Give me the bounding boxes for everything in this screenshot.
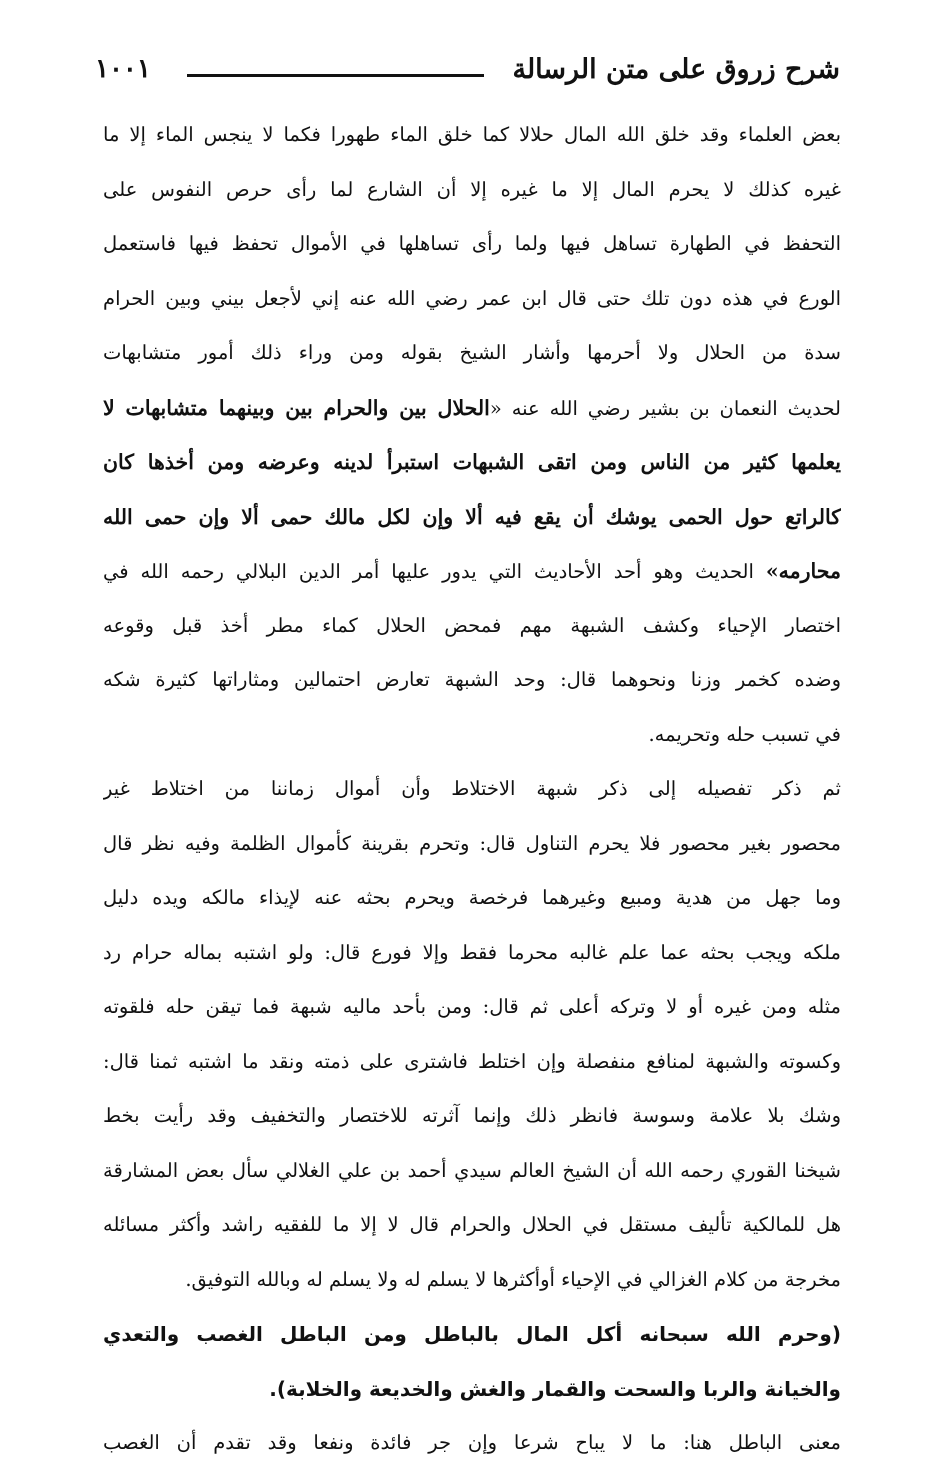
text-line: في تسبب حله وتحريمه. [648,722,841,746]
hadith-quote-line: يعلمها كثير من الناس ومن اتقى الشبهات استبرأ لدينه وعرضه ومن أخذها كان [103,450,841,474]
matn-text-line: والخيانة والربا والسحت والقمار والغش والخديعة والخلابة). [269,1376,841,1401]
text-line: مثله ومن غيره أو لا وتركه أعلى ثم قال: ومن بأحد ماليه شبهة فما تيقن حله فلقوته [103,995,841,1018]
matn-text-line: (وحرم الله سبحانه أكل المال بالباطل ومن الباطل الغصب والتعدي [103,1322,841,1346]
hadith-intro: لحديث النعمان بن بشير رضي الله عنه « [489,396,841,420]
body-text [103,108,841,1471]
text-line: معنى الباطل هنا: ما لا يباح شرعا وإن جر فائدة ونفعا وقد تقدم أن الغصب [103,1431,841,1454]
hadith-commentary: الحديث وهو أحد الأحاديث التي يدور عليها أمر الدين البلالي رحمه الله في [103,560,766,583]
text-line: هل للمالكية تأليف مستقل في الحلال والحرام قال لا إلا ما للفقيه راشد وأكثر مسائله [103,1213,841,1236]
text-line [103,381,841,436]
text-line: اختصار الإحياء وكشف الشبهة مهم فمحض الحلال كماء مطر أخذ قبل وقوعه [103,613,841,637]
text-line: وما جهل من هدية ومبيع وغيرهما فرخصة ويحرم بحثه عنه لإيذاء مالكه ويده دليل [103,886,841,909]
text-line: غيره كذلك لا يحرم المال إلا ما غيره إلا أن الشارع لما رأى حرص النفوس على [103,177,841,201]
text-line: وكسوته والشبهة لمنافع منفصلة وإن اختلط فاشترى على ذمته ونقد ما اشتبه ثمنا قال: [103,1049,841,1073]
text-line: ملكه ويجب بحثه عما علم غالبه محرما فقط وإلا فورع قال: ولو اشتبه بماله حرام رد [103,940,841,964]
hadith-quote: الحلال بين والحرام بين وبينهما متشابهات لا [103,395,490,420]
book-title: شرح زروق على متن الرسالة [512,53,840,85]
hadith-quote-line: كالراتع حول الحمى يوشك أن يقع فيه ألا وإن لكل مالك حمى ألا وإن حمى الله [103,504,841,529]
header-rule [187,74,485,77]
text-line: الورع في هذه دون تلك حتى قال ابن عمر رضي الله عنه إني لأجعل بيني وبين الحرام [103,286,841,310]
hadith-quote-end: محارمه» [765,559,841,583]
text-line: بعض العلماء وقد خلق الله المال حلالا كما خلق الماء طهورا فكما لا ينجس الماء إلا ما [103,123,841,146]
text-line: شيخنا القوري رحمه الله أن الشيخ العالم سيدي أحمد بن علي الغلالي سأل بعض المشارقة [103,1158,841,1182]
text-line: وشك بلا علامة وسوسة فانظر ذلك وإنما آثرته للاختصار والتخفيف وقد رأيت بخط [103,1104,841,1127]
text-line: ثم ذكر تفصيله إلى ذكر شبهة الاختلاط وأن أموال زماننا من اختلاط غير [103,777,841,800]
running-head [95,44,840,94]
page-number: ١٠٠١ [95,54,151,84]
text-line: سدة من الحلال ولا أحرمها وأشار الشيخ بقوله ومن وراء ذلك أمور متشابهات [103,341,841,364]
text-line: التحفظ في الطهارة تساهل فيها ولما رأى تساهلها في الأموال تحفظ فيها فاستعمل [103,232,841,255]
text-line: مخرجة من كلام الغزالي في الإحياء أوأكثرها لا يسلم له ولا يسلم له وبالله التوفيق. [185,1267,841,1291]
text-line [103,544,841,599]
text-line: محصور بغير محصور فلا يحرم التناول قال: وتحرم بقرينة كأموال الظلمة وفيه نظر قال [103,831,841,855]
text-line: وضده كخمر وزنا ونحوهما قال: وحد الشبهة تعارض احتمالين ومثاراتها كثيرة شكه [103,668,841,691]
